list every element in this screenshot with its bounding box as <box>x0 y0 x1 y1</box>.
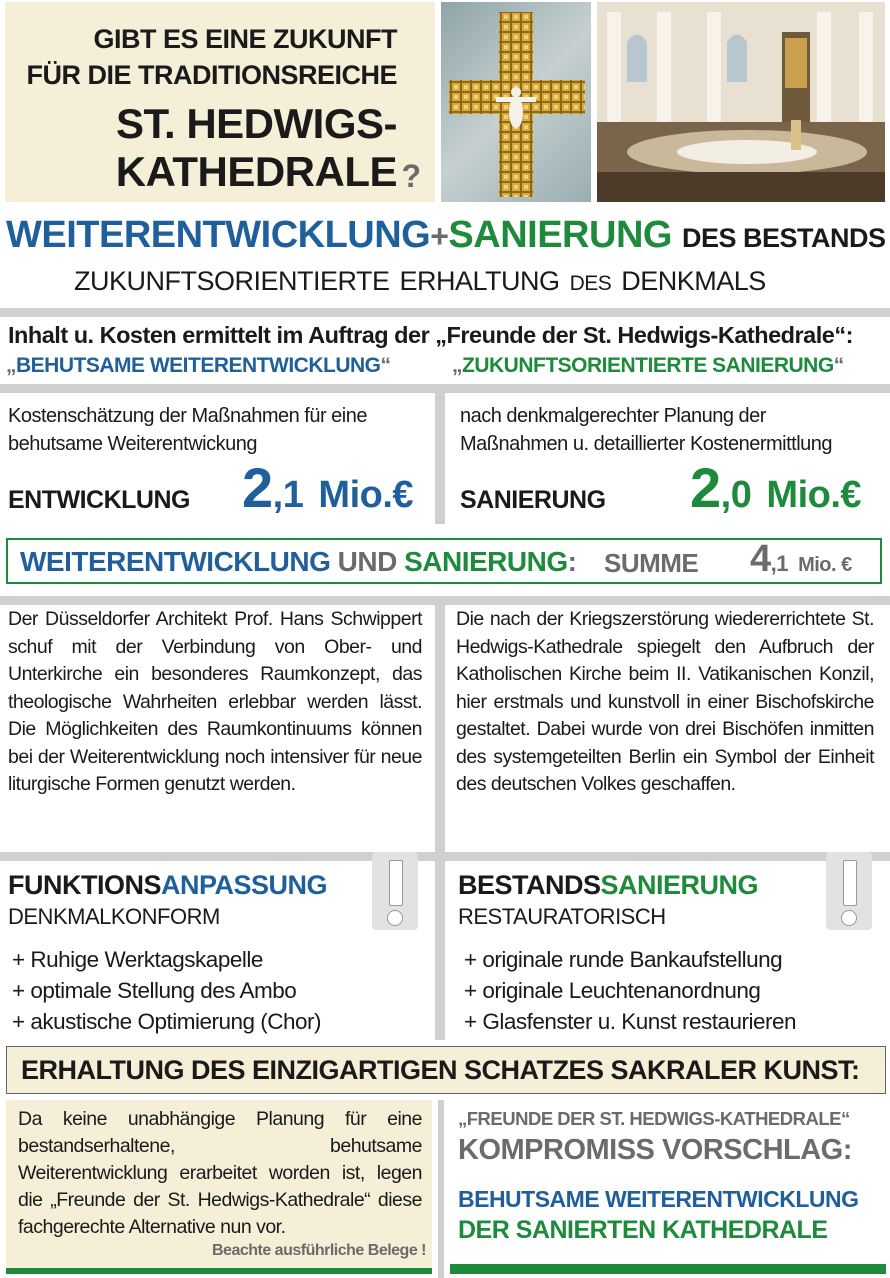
inhalt-line: Inhalt u. Kosten ermittelt im Auftrag der „Freunde der St. Hedwigs-Kathedrale“: <box>8 322 853 348</box>
summary-text <box>20 546 576 578</box>
header-title-block <box>5 2 435 202</box>
funktion-subtitle: DENKMALKONFORM <box>8 904 220 929</box>
header-line-2: FÜR DIE TRADITIONSREICHE <box>26 60 397 90</box>
list-item: + originale runde Bankaufstellung <box>464 947 783 972</box>
left-cost-label: ENTWICKLUNG <box>8 486 190 514</box>
bottom-left-note: Beachte ausführliche Belege ! <box>211 1242 426 1259</box>
funktion-title-a: FUNKTIONS <box>8 870 161 900</box>
list-item: + originale Leuchtenanordnung <box>464 978 761 1003</box>
summary-big: 4 <box>750 538 771 580</box>
list-item: + optimale Stellung des Ambo <box>12 978 297 1003</box>
title-weiter: WEITERENTWICKLUNG <box>6 214 431 256</box>
right-col-heading <box>452 354 844 378</box>
cross-icon <box>441 2 591 202</box>
divider <box>0 384 890 393</box>
header-line-1: GIBT ES EINE ZUKUNFT <box>93 24 397 54</box>
subtitle-c: DENKMALS <box>621 266 766 296</box>
list-item: + Ruhige Werktagskapelle <box>12 947 263 972</box>
bottom-right-box <box>450 1100 886 1268</box>
left-cost-unit: Mio.€ <box>318 474 414 516</box>
divider <box>0 852 890 861</box>
left-heading-text: BEHUTSAME WEITERENTWICKLUNG <box>16 354 381 377</box>
summary-sanierung: SANIERUNG <box>404 546 568 577</box>
header-line-4 <box>116 148 397 196</box>
summary-summe: SUMME <box>604 548 699 578</box>
summary-weiter: WEITERENTWICKLUNG <box>20 546 331 577</box>
column-divider <box>435 596 445 852</box>
funktion-title <box>8 870 327 901</box>
title-plus: + <box>430 218 449 254</box>
kompromiss-line: KOMPROMISS VORSCHLAG: <box>458 1134 852 1166</box>
header-qmark: ? <box>401 158 421 194</box>
sanierten-line: DER SANIERTEN KATHEDRALE <box>458 1216 828 1244</box>
right-cost-unit: Mio.€ <box>766 474 862 516</box>
list-item: + Glasfenster u. Kunst restaurieren <box>464 1009 797 1034</box>
funktion-title-b: ANPASSUNG <box>161 870 328 900</box>
right-heading-text: ZUKUNFTSORIENTIERTE SANIERUNG <box>462 354 834 377</box>
cross-image <box>441 2 591 202</box>
subtitle-a: ZUKUNFTSORIENTIERTE ERHALTUNG <box>74 266 560 296</box>
green-bar <box>450 1264 886 1274</box>
title-sanierung: SANIERUNG <box>448 214 672 256</box>
column-divider <box>435 852 445 1040</box>
left-cost-big: 2 <box>242 456 273 519</box>
header-line-3: ST. HEDWIGS- <box>115 100 397 147</box>
left-cost-value <box>242 458 413 525</box>
summary-box <box>6 538 882 584</box>
behutsame-line: BEHUTSAME WEITERENTWICKLUNG <box>458 1186 859 1212</box>
funktion-list <box>12 944 321 1037</box>
freunde-line: „FREUNDE DER ST. HEDWIGS-KATHEDRALE“ <box>458 1108 850 1129</box>
left-cost-small: ,1 <box>272 474 304 516</box>
right-cost-label: SANIERUNG <box>460 486 606 514</box>
exclamation-icon <box>372 852 418 930</box>
bestand-list <box>464 944 796 1037</box>
subtitle <box>74 266 766 297</box>
erhaltung-banner <box>6 1046 886 1094</box>
left-col-desc: Kostenschätzung der Maßnahmen für eine behutsame Weiterentwickung <box>8 405 367 455</box>
subtitle-b: DES <box>569 272 612 295</box>
green-underline <box>6 1268 432 1274</box>
right-cost-value <box>690 458 861 525</box>
column-divider <box>438 1100 444 1278</box>
summary-small: ,1 <box>770 551 788 576</box>
right-cost-small: ,0 <box>720 474 752 516</box>
bottom-left-text: Da keine unabhängige Planung für eine bestandserhaltene, behutsame Weiterentwicklung erarbeitet worden ist, legen die „Freunde der St. Hedwigs-Kathedrale“ diese fachgerechte Alternative nun vor. <box>18 1108 422 1238</box>
bestand-subtitle: RESTAURATORISCH <box>458 904 666 929</box>
quote-open: „ <box>6 354 16 377</box>
header-kathedrale: KATHEDRALE <box>115 148 397 195</box>
summary-unit: Mio. € <box>798 554 852 576</box>
para-left: Der Düsseldorfer Architekt Prof. Hans Schwippert schuf mit der Verbindung von Ober- und Unterkirche ein besonderes Raumkonzept, das theologische Wahrheiten erlebbar werden lässt. Die Möglichkeiten des Raumkontinuums können bei der Weiterentwicklung noch intensiver für neue liturgische Formen genutzt werden. <box>8 608 422 795</box>
list-item: + akustische Optimierung (Chor) <box>12 1009 322 1034</box>
right-col-desc: nach denkmalgerechter Planung der Maßnahmen u. detaillierter Kostenermittlung <box>460 405 833 455</box>
bestand-title-b: SANIERUNG <box>600 870 759 900</box>
quote-open: „ <box>452 354 462 377</box>
bestand-title-a: BESTANDS <box>458 870 601 900</box>
para-right: Die nach der Kriegszerstörung wiedererrichtete St. Hedwigs-Kathedrale spiegelt den Aufbruch der Katholischen Kirche beim II. Vatikanischen Konzil, hier erstmals und kunstvoll in einer Bischofskirche gestaltet. Dabei wurde von drei Bischöfen inmitten des systemgeteilten Berlin ein Symbol der Einheit des deutschen Volkes geschaffen. <box>456 608 874 795</box>
quote-close: “ <box>380 354 391 377</box>
divider <box>0 596 890 605</box>
column-divider <box>435 384 445 524</box>
erhaltung-text: ERHALTUNG DES EINZIGARTIGEN SCHATZES SAKRALER KUNST: <box>21 1055 860 1085</box>
left-col-heading <box>6 354 390 378</box>
title-bestand: DES BESTANDS <box>682 223 886 253</box>
bottom-left-box <box>6 1100 432 1268</box>
summary-und: UND <box>337 546 397 577</box>
summary-amount <box>750 538 852 581</box>
church-interior-image <box>597 2 885 202</box>
quote-close: “ <box>833 354 844 377</box>
exclamation-icon <box>826 852 872 930</box>
summary-colon: : <box>567 546 577 577</box>
right-cost-big: 2 <box>690 456 721 519</box>
bestand-title <box>458 870 758 901</box>
church-icon <box>597 2 885 202</box>
divider <box>0 308 890 317</box>
main-title <box>6 214 886 257</box>
